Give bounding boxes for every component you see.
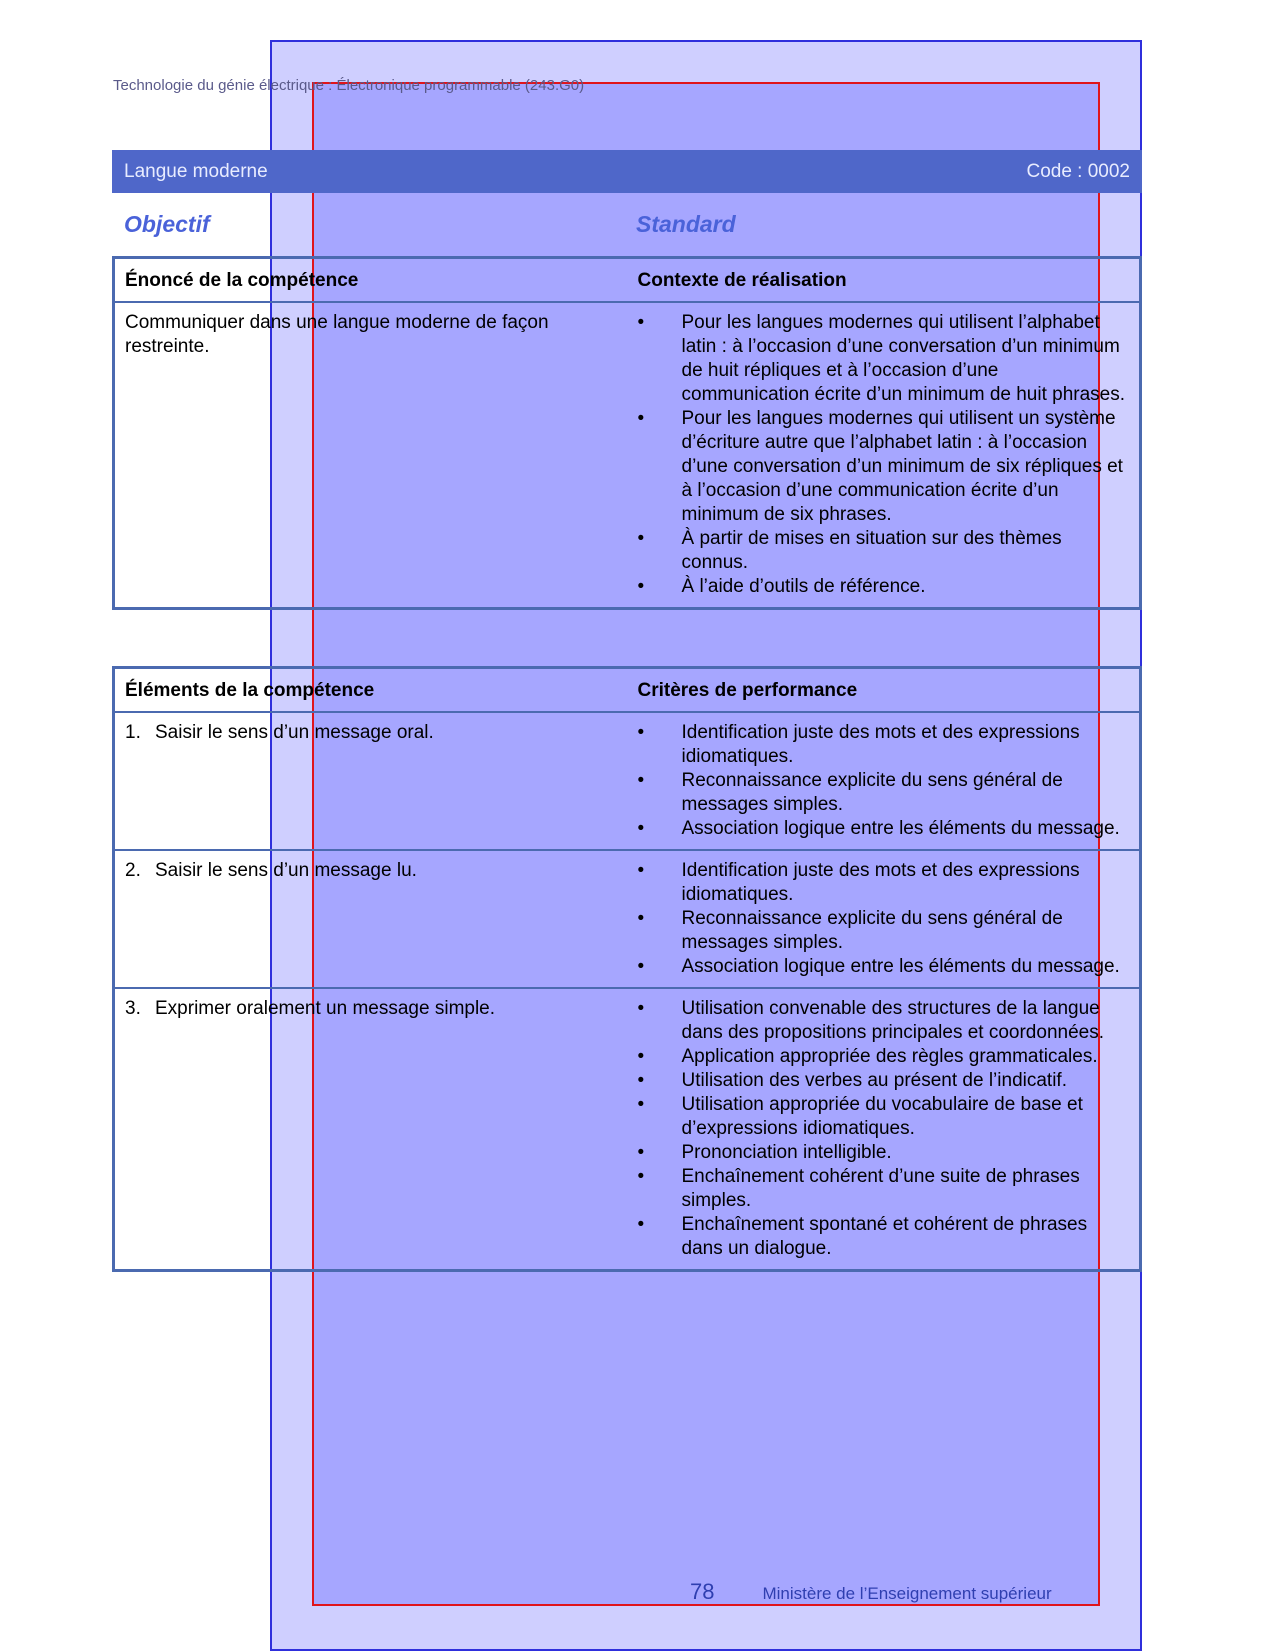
page-number: 78 — [690, 1579, 715, 1604]
criteria-item: • Prononciation intelligible. — [638, 1141, 1128, 1165]
competence-table-header — [114, 258, 1141, 303]
criteria-item: • Enchaînement spontané et cohérent de phrases dans un dialogue. — [638, 1213, 1128, 1261]
criteria-cell — [626, 850, 1141, 988]
criteria-item: • Identification juste des mots et des expressions idiomatiques. — [638, 859, 1128, 907]
element-number: 3. — [125, 998, 141, 1019]
criteria-item: • Utilisation convenable des structures de la langue dans des propositions principales et coordonnées. — [638, 997, 1128, 1045]
section-band — [112, 150, 1142, 193]
criteria-item: • Enchaînement cohérent d’une suite de phrases simples. — [638, 1165, 1128, 1213]
context-cell — [626, 302, 1141, 609]
context-item: • À l’aide d’outils de référence. — [638, 575, 1128, 599]
criteria-heading: Critères de performance — [626, 668, 1141, 713]
criteria-list — [638, 721, 1128, 841]
context-item: • Pour les langues modernes qui utilisent un système d’écriture autre que l’alphabet latin : à l’occasion d’une conversation d’un minimum de six répliques et à l’occasion d’une communication écrite d’un minimum de six phrases. — [638, 407, 1128, 527]
band-code: Code : 0002 — [1026, 160, 1130, 182]
context-heading: Contexte de réalisation — [626, 258, 1141, 303]
competence-statement: Communiquer dans une langue moderne de façon restreinte. — [114, 302, 626, 609]
elements-table-header — [114, 668, 1141, 713]
element-text: Saisir le sens d’un message oral. — [155, 722, 434, 743]
criteria-item: • Reconnaissance explicite du sens général de messages simples. — [638, 907, 1128, 955]
context-item: • À partir de mises en situation sur des thèmes connus. — [638, 527, 1128, 575]
statement-heading: Énoncé de la compétence — [114, 258, 626, 303]
element-row — [114, 712, 1141, 850]
running-header: Technologie du génie électrique : Électronique programmable (243.G0) — [113, 77, 585, 94]
elements-heading: Éléments de la compétence — [114, 668, 626, 713]
element-cell — [114, 712, 626, 850]
criteria-list — [638, 997, 1128, 1261]
criteria-item: • Utilisation des verbes au présent de l’indicatif. — [638, 1069, 1128, 1093]
page-footer — [690, 1579, 1052, 1605]
standard-label: Standard — [636, 211, 736, 237]
element-row — [114, 850, 1141, 988]
elements-table — [112, 666, 1142, 1272]
footer-ministry: Ministère de l’Enseignement supérieur — [762, 1584, 1052, 1603]
element-text: Exprimer oralement un message simple. — [155, 998, 496, 1019]
criteria-item: • Identification juste des mots et des expressions idiomatiques. — [638, 721, 1128, 769]
criteria-item: • Utilisation appropriée du vocabulaire de base et d’expressions idiomatiques. — [638, 1093, 1128, 1141]
element-cell — [114, 988, 626, 1271]
band-title: Langue moderne — [124, 160, 268, 182]
criteria-item: • Association logique entre les éléments du message. — [638, 817, 1128, 841]
element-cell — [114, 850, 626, 988]
context-list — [638, 311, 1128, 599]
criteria-item: • Reconnaissance explicite du sens général de messages simples. — [638, 769, 1128, 817]
criteria-cell — [626, 988, 1141, 1271]
criteria-cell — [626, 712, 1141, 850]
competence-table-row — [114, 302, 1141, 609]
criteria-item: • Association logique entre les éléments du message. — [638, 955, 1128, 979]
element-number: 2. — [125, 860, 141, 881]
objectif-label: Objectif — [124, 211, 210, 237]
competence-table — [112, 256, 1142, 610]
element-text: Saisir le sens d’un message lu. — [155, 860, 417, 881]
context-item: • Pour les langues modernes qui utilisent l’alphabet latin : à l’occasion d’une conversation d’un minimum de huit répliques et à l’occasion d’une communication écrite d’un minimum de huit phrases. — [638, 311, 1128, 407]
element-row — [114, 988, 1141, 1271]
criteria-item: • Application appropriée des règles grammaticales. — [638, 1045, 1128, 1069]
element-number: 1. — [125, 722, 141, 743]
criteria-list — [638, 859, 1128, 979]
